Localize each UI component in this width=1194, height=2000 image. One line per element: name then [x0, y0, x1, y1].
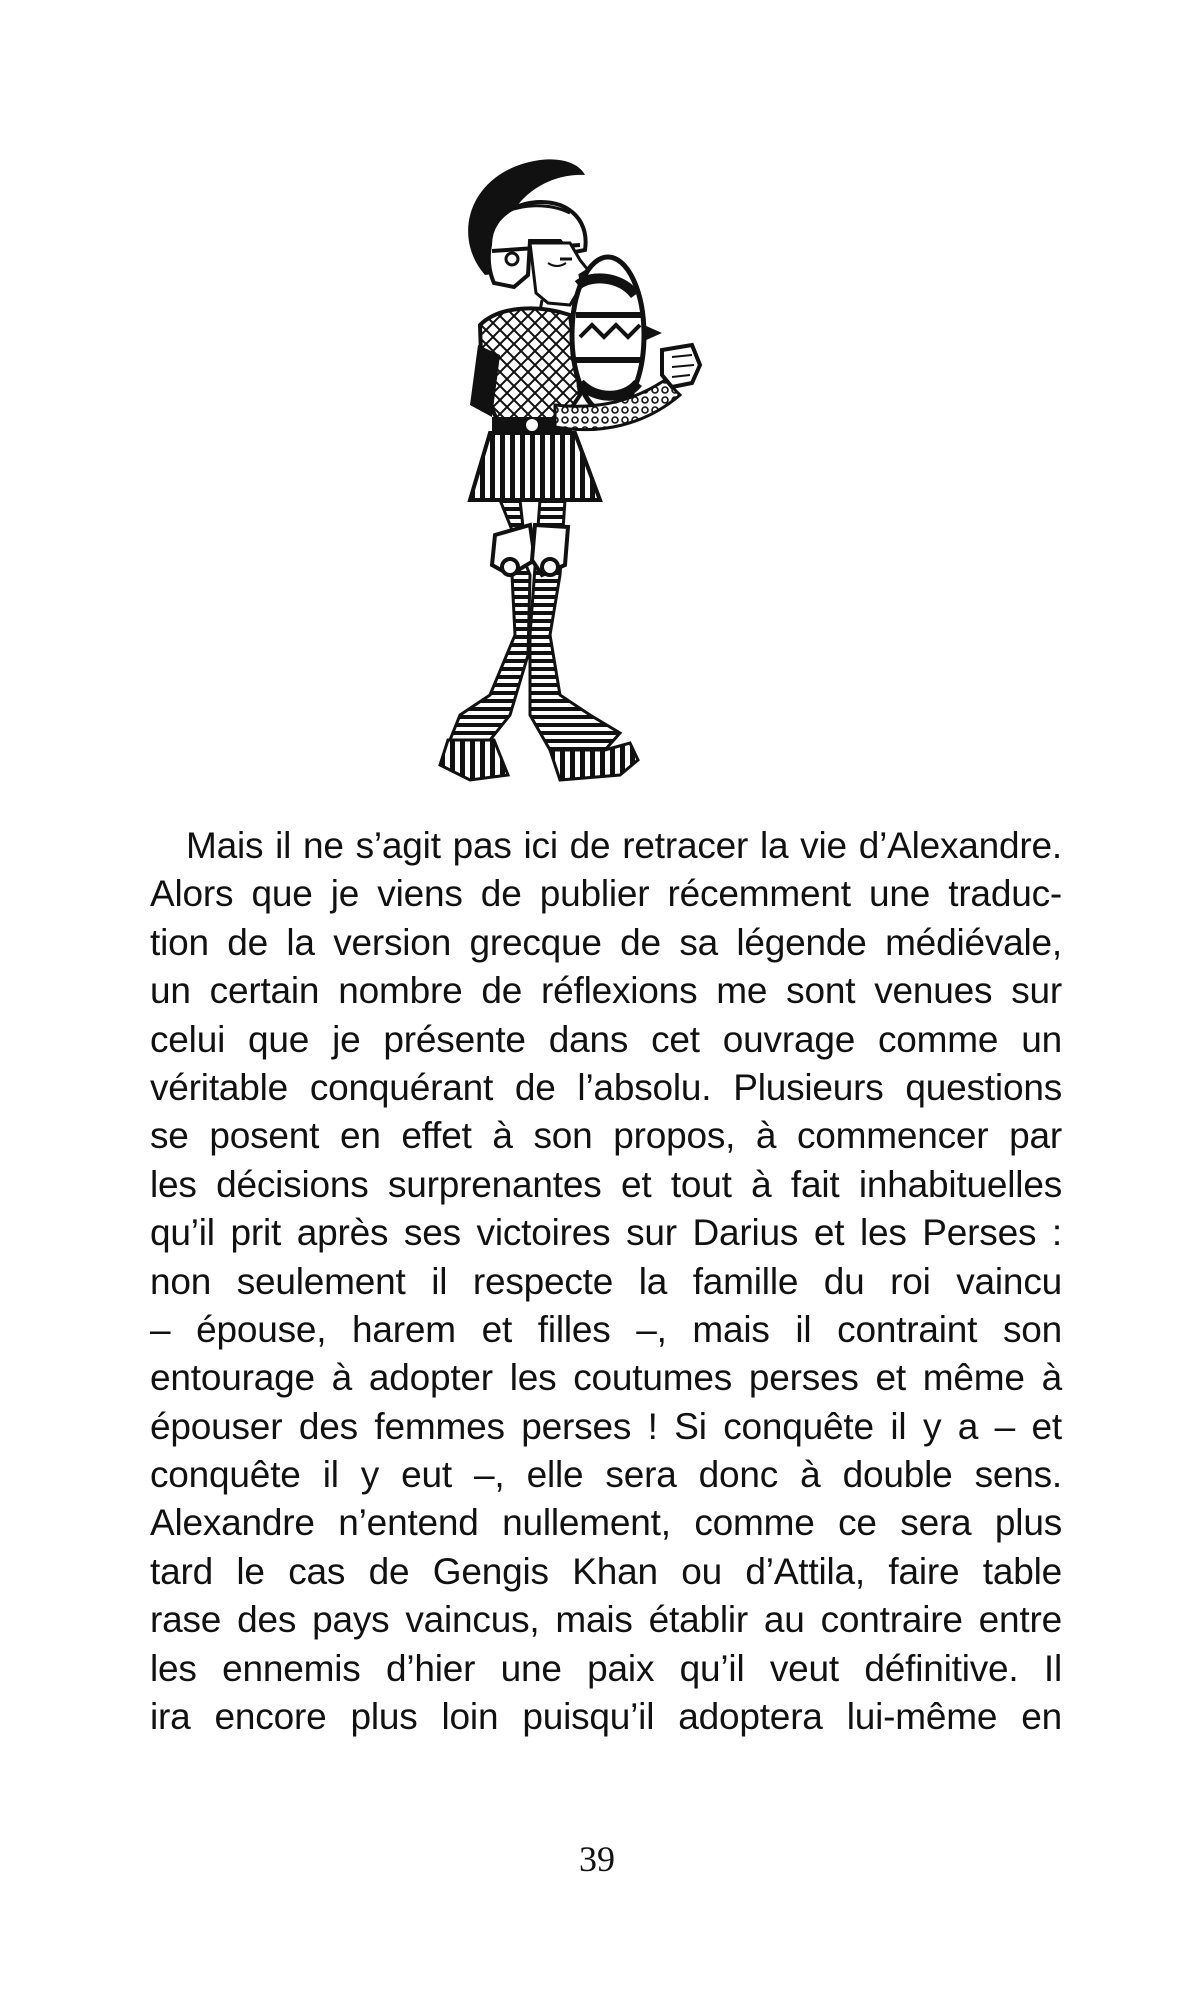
tunic — [470, 433, 600, 500]
text-line: celui que je présente dans cet ouvrage comme un — [150, 1018, 1062, 1060]
text-line: tard le cas de Gengis Khan ou d’Attila, faire table — [150, 1550, 1062, 1592]
text-line: les ennemis d’hier une paix qu’il veut définitive. Il — [150, 1647, 1062, 1689]
left-foot — [440, 740, 508, 780]
text-line: se posent en effet à son propos, à commencer par — [150, 1115, 1062, 1157]
text-line: rase des pays vaincus, mais établir au contraire entre — [150, 1599, 1062, 1641]
main-paragraph — [150, 822, 1062, 1741]
text-line: ira encore plus loin puisqu’il adoptera lui-même en — [150, 1696, 1062, 1738]
text-line: Alexandre n’entend nullement, comme ce sera plus — [150, 1502, 1062, 1544]
text-line: Alors que je viens de publier récemment une traduc- — [150, 873, 1062, 915]
text-line: Mais il ne s’agit pas ici de retracer la vie d’Alexandre. — [186, 825, 1062, 866]
page-number: 39 — [579, 1839, 615, 1879]
text-line: tion de la version grecque de sa légende médiévale, — [150, 921, 1062, 963]
text-line: épouser des femmes perses ! Si conquête il y a – et — [150, 1405, 1062, 1447]
text-line: conquête il y eut –, elle sera donc à double sens. — [150, 1454, 1062, 1496]
text-line: véritable conquérant de l’absolu. Plusieurs questions — [150, 1066, 1062, 1108]
text-line: – épouse, harem et filles –, mais il contraint son — [150, 1308, 1062, 1350]
greek-warrior-illustration-icon — [430, 155, 760, 795]
right-foot — [550, 743, 638, 780]
text-line: non seulement il respecte la famille du roi vaincu — [150, 1260, 1062, 1302]
text-line: entourage à adopter les coutumes perses et même à — [150, 1357, 1062, 1399]
text-line: un certain nombre de réflexions me sont venues sur — [150, 970, 1062, 1012]
text-line: qu’il prit après ses victoires sur Darius et les Perses : — [150, 1212, 1062, 1254]
text-line: les décisions surprenantes et tout à fait inhabituelles — [150, 1163, 1062, 1205]
